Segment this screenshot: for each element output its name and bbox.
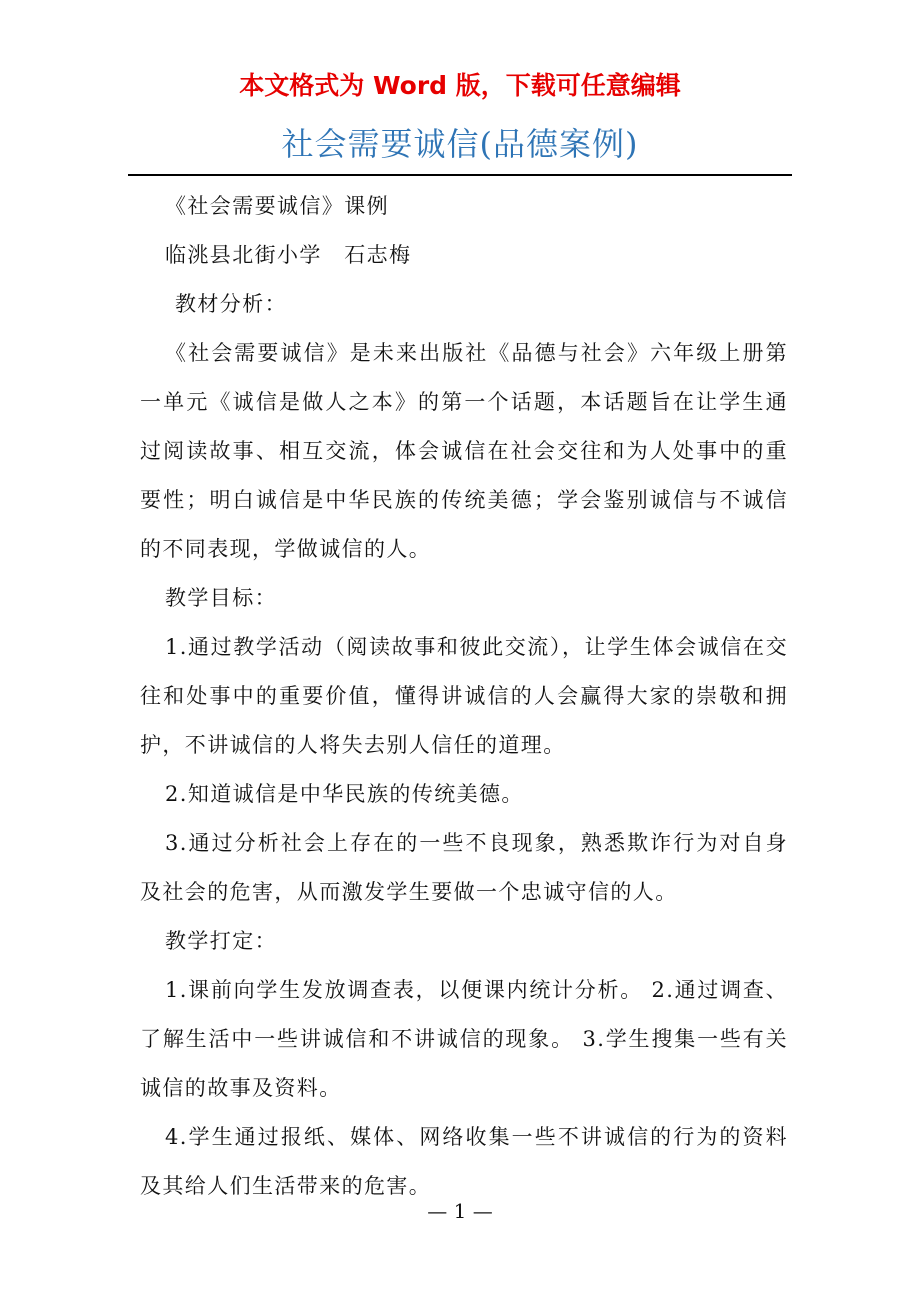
body-paragraph-objective-2: 2.知道诚信是中华民族的传统美德。	[165, 782, 524, 806]
body-paragraph-preparation-4: 4.学生通过报纸、媒体、网络收集一些不讲诚信的行为的资料及其给人们生活带来的危害。	[140, 1125, 788, 1198]
document-body	[140, 182, 788, 1211]
section-heading-material-analysis: 教材分析：	[175, 292, 287, 316]
body-paragraph-objective-1: 1.通过教学活动（阅读故事和彼此交流），让学生体会诚信在交往和处事中的重要价值，懂得讲诚信的人会赢得大家的崇敬和拥护，不讲诚信的人将失去别人信任的道理。	[140, 635, 788, 757]
section-heading-preparation: 教学打定：	[165, 929, 277, 953]
body-paragraph-objective-3: 3.通过分析社会上存在的一些不良现象，熟悉欺诈行为对自身及社会的危害，从而激发学生要做一个忠诚守信的人。	[140, 831, 788, 904]
title-divider	[128, 174, 792, 176]
body-paragraph-author: 临洮县北街小学 石志梅	[165, 243, 412, 267]
page-number: — 1 —	[427, 1199, 493, 1223]
document-title: 社会需要诚信(品德案例)	[281, 125, 639, 163]
body-paragraph-analysis: 《社会需要诚信》是未来出版社《品德与社会》六年级上册第一单元《诚信是做人之本》的第一个话题，本话题旨在让学生通过阅读故事、相互交流，体会诚信在社会交往和为人处事中的重要性；明白诚信是中华民族的传统美德；学会鉴别诚信与不诚信的不同表现，学做诚信的人。	[140, 341, 788, 561]
download-notice: 本文格式为 Word 版，下载可任意编辑	[239, 71, 681, 100]
body-paragraph-preparation-1-3: 1.课前向学生发放调查表，以便课内统计分析。 2.通过调查、了解生活中一些讲诚信和不讲诚信的现象。 3.学生搜集一些有关诚信的故事及资料。	[140, 978, 788, 1100]
section-heading-objectives: 教学目标：	[165, 586, 277, 610]
body-paragraph-lesson-name: 《社会需要诚信》课例	[165, 194, 389, 218]
